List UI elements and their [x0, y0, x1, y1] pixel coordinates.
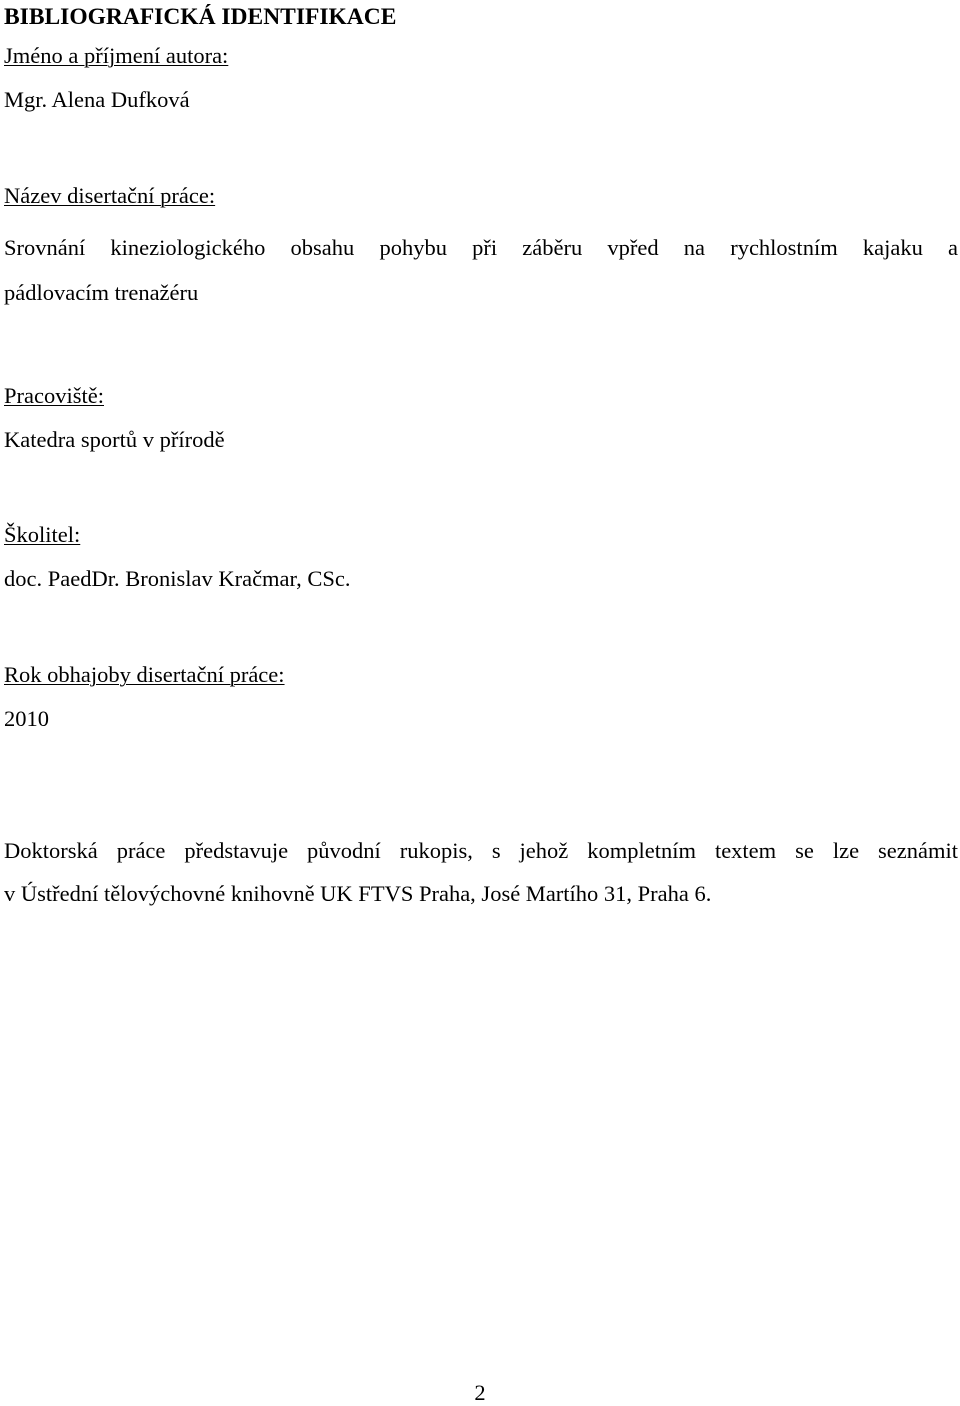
thesis-title-label: Název disertační práce: — [4, 183, 216, 208]
supervisor-label: Školitel: — [4, 522, 81, 547]
workplace-value: Katedra sportů v přírodě — [4, 427, 225, 452]
author-value: Mgr. Alena Dufková — [4, 87, 190, 112]
defense-year-value: 2010 — [4, 706, 49, 731]
supervisor-value: doc. PaedDr. Bronislav Kračmar, CSc. — [4, 566, 351, 591]
thesis-title-line-1: Srovnání kineziologického obsahu pohybu při záběru vpřed na rychlostním kajaku a — [4, 235, 958, 260]
availability-note-line-2: v Ústřední tělovýchovné knihovně UK FTVS Praha, José Martího 31, Praha 6. — [4, 881, 712, 906]
thesis-title-line-2: pádlovacím trenažéru — [4, 280, 199, 305]
workplace-label: Pracoviště: — [4, 383, 104, 408]
document-heading: BIBLIOGRAFICKÁ IDENTIFIKACE — [4, 4, 397, 30]
defense-year-label: Rok obhajoby disertační práce: — [4, 662, 285, 687]
author-label: Jméno a příjmení autora: — [4, 43, 229, 68]
page-number: 2 — [474, 1380, 486, 1405]
availability-note-line-1: Doktorská práce představuje původní rukopis, s jehož kompletním textem se lze seznámit — [4, 838, 958, 863]
